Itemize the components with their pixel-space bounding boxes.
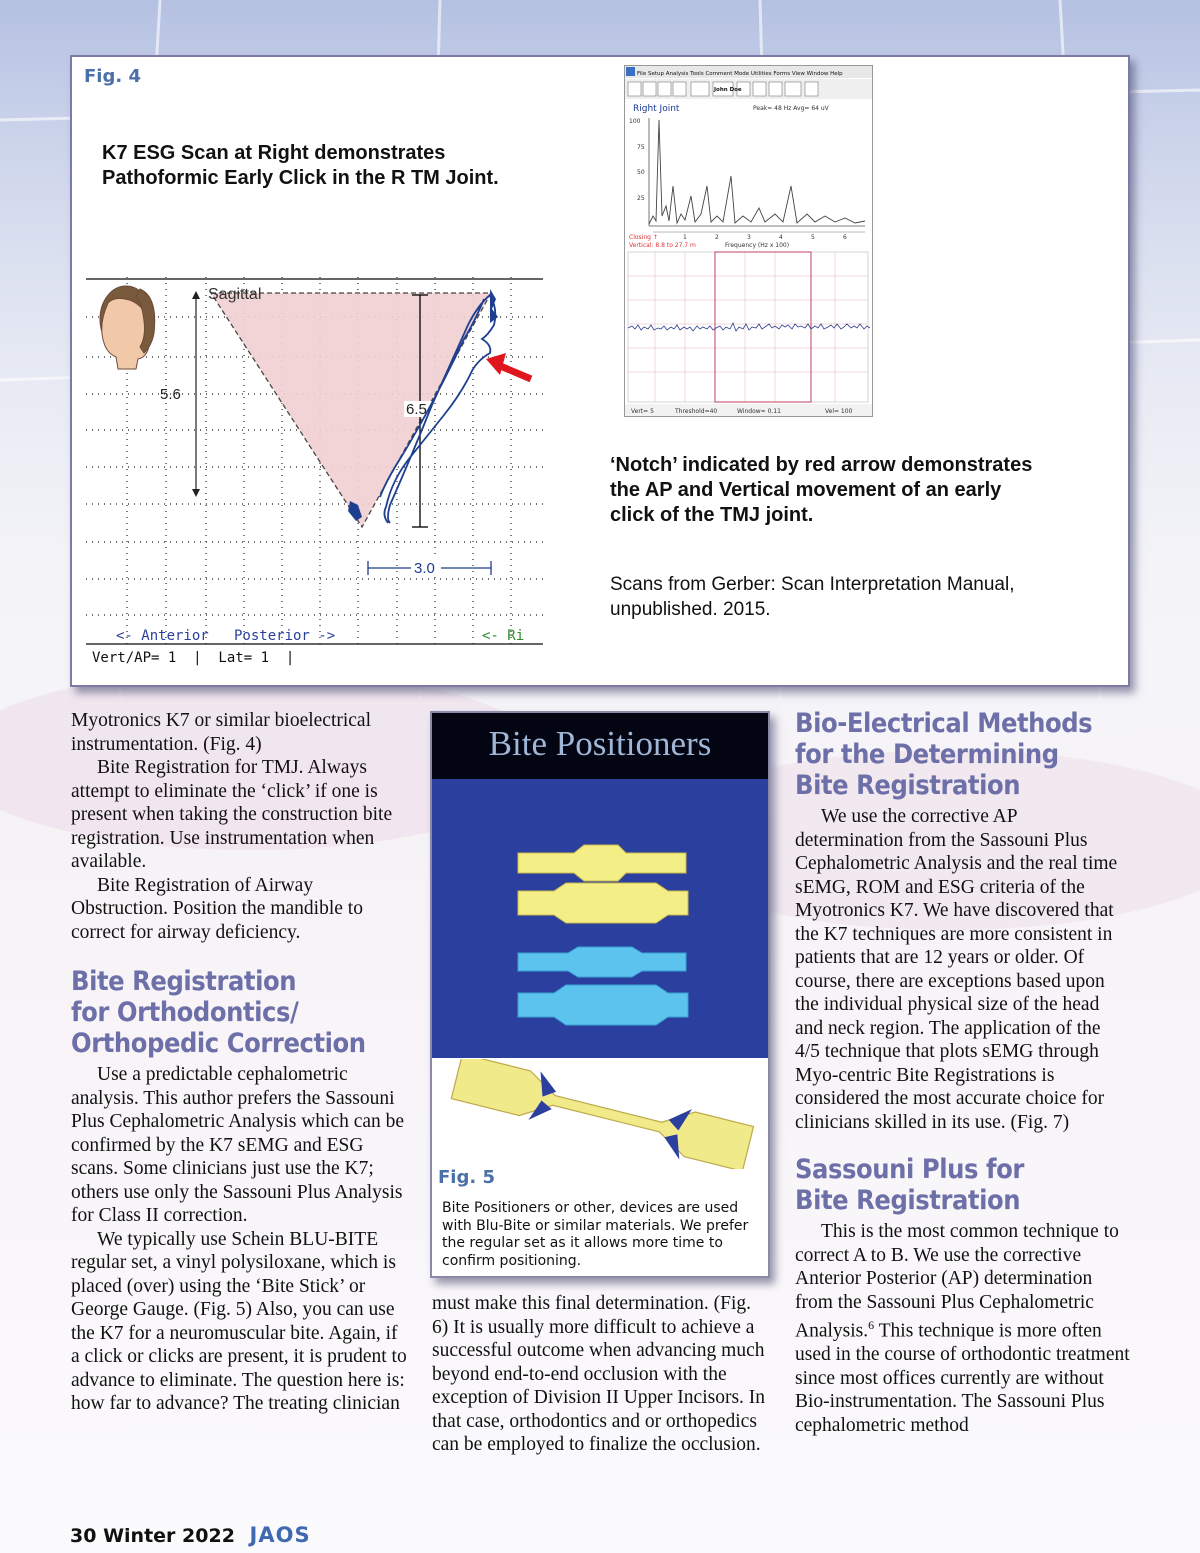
y-tick-25: 25 bbox=[637, 195, 645, 202]
status-threshold: Threshold=40 bbox=[675, 408, 718, 415]
figure-4-label: Fig. 4 bbox=[84, 66, 141, 87]
issue-label: Winter 2022 bbox=[103, 1525, 235, 1547]
axis-label-anterior-posterior: <- Anterior Posterior -> bbox=[116, 628, 336, 644]
bite-positioners-photo bbox=[432, 713, 768, 1058]
x-tick-4: 4 bbox=[779, 234, 783, 241]
section-heading-sassouni: Sassouni Plus for Bite Registration bbox=[795, 1154, 1024, 1216]
x-tick-5: 5 bbox=[811, 234, 815, 241]
section-heading-orthodontics: Bite Registration for Orthodontics/ Orthopedic Correction bbox=[71, 966, 366, 1059]
x-axis-label: Frequency (Hz x 100) bbox=[725, 242, 790, 249]
axis-label-right: <- Ri bbox=[482, 628, 525, 644]
paragraph: Bite Registration for TMJ. Always attempt to eliminate the ‘click’ if one is present when taking the construction bite registration. Use instrumentation when available. bbox=[71, 757, 393, 872]
reference-marker: 6 bbox=[868, 1318, 875, 1332]
status-vel: Vel= 100 bbox=[825, 408, 853, 415]
panel-title: Right Joint bbox=[633, 104, 680, 114]
horizontal-measure-3-0: 3.0 bbox=[414, 560, 435, 577]
vertical-range: Vertical: 8.8 to 27.7 m bbox=[629, 242, 696, 249]
plot-status-bar: Vert/AP= 1 | Lat= 1 | bbox=[92, 650, 295, 666]
paragraph: Myotronics K7 or similar bioelectrical instrumentation. (Fig. 4) bbox=[71, 710, 372, 755]
column-1 bbox=[71, 709, 411, 1416]
paragraph: We use the corrective AP determination from the Sassouni Plus Cephalometric Analysis and the real time sEMG, ROM and ESG criteria of the Myotronics K7. We have discovered that the K7 techniques are more consistent in patients that are 12 years or older. Of course, there are exceptions based upon the individual physical size of the head and neck region. The application of the 4/5 technique that plots sEMG through Myo-centric Bite Registrations is considered the most accurate choice for clinicians skilled in its use. (Fig. 7) bbox=[795, 806, 1118, 1133]
y-tick-50: 50 bbox=[637, 169, 645, 176]
column-3 bbox=[795, 708, 1130, 1437]
y-tick-100: 100 bbox=[629, 118, 641, 125]
y-tick-75: 75 bbox=[637, 144, 645, 151]
menu-bar: File Setup Analysis Tools Comment Mode Utilities Forms View Window Help bbox=[637, 71, 843, 77]
sagittal-title: Sagittal bbox=[208, 286, 262, 303]
bite-positioner-closeup-photo bbox=[432, 1059, 768, 1169]
figure-4-heading: K7 ESG Scan at Right demonstrates Pathoformic Early Click in the R TM Joint. bbox=[102, 142, 499, 189]
toolbar-name: John Doe bbox=[714, 87, 742, 93]
frequency-spectrum-line bbox=[649, 120, 865, 224]
page-number: 30 bbox=[70, 1525, 97, 1547]
figure-5-label: Fig. 5 bbox=[438, 1167, 495, 1188]
x-tick-6: 6 bbox=[843, 234, 847, 241]
paragraph: Bite Registration of Airway Obstruction. Position the mandible to correct for airway deficiency. bbox=[71, 874, 363, 943]
journal-name: JAOS bbox=[249, 1523, 311, 1547]
figure-4 bbox=[70, 55, 1130, 687]
section-heading-bio-electrical: Bio-Electrical Methods for the Determining Bite Registration bbox=[795, 708, 1093, 801]
x-tick-3: 3 bbox=[747, 234, 751, 241]
vertical-measure-5-6: 5.6 bbox=[160, 386, 181, 403]
x-tick-1: 1 bbox=[683, 234, 687, 241]
column-2 bbox=[432, 1292, 768, 1457]
sagittal-plot bbox=[86, 277, 543, 667]
paragraph: Use a predictable cephalometric analysis. This author prefers the Sassouni Plus Cephalometric Analysis which can be confirmed by the K7 sEMG and ESG scans. Some clinicians just use the K7; others use only the Sassouni Plus Analysis for Class II correction. bbox=[71, 1064, 405, 1226]
x-tick-2: 2 bbox=[715, 234, 719, 241]
paragraph: This is the most common technique to correct A to B. We use the corrective Anterior Posterior (AP) determination from the Sassouni Plus Cephalometric Analysis.$^6$ This technique is more often used in the course of orthodontic treatment since most offices currently are without Bio-instrumentation. The Sassouni Plus cephalometric method bbox=[795, 1221, 1130, 1436]
notch-caption: ‘Notch’ indicated by red arrow demonstrates the AP and Vertical movement of an early click of the TMJ joint. bbox=[610, 454, 1033, 526]
figure-5-caption: Bite Positioners or other, devices are used with Blu-Bite or similar materials. We prefer the regular set as it allows more time to confirm positioning. bbox=[442, 1200, 749, 1269]
closing-label: Closing ↑ bbox=[629, 234, 658, 241]
paragraph: We typically use Schein BLU-BITE regular set, a vinyl polysiloxane, which is placed (over) using the ‘Bite Stick’ or George Gauge. (Fig. 5) Also, you can use the K7 for a neuromuscular bite. Again, if a click or clicks are present, it is prudent to advance to eliminate. The question here is: how far to advance? The treating clinician bbox=[71, 1228, 407, 1414]
figure-5 bbox=[430, 711, 770, 1278]
source-caption: Scans from Gerber: Scan Interpretation Manual, unpublished. 2015. bbox=[610, 574, 1015, 620]
esg-scan-window bbox=[624, 65, 873, 417]
app-icon bbox=[626, 67, 635, 76]
status-window: Window= 0.11 bbox=[737, 408, 781, 415]
peak-readout: Peak= 48 Hz Avg= 64 uV bbox=[753, 105, 829, 112]
page-footer bbox=[70, 1523, 311, 1547]
status-vert: Vert= 5 bbox=[631, 408, 654, 415]
vertical-measure-6-5: 6.5 bbox=[406, 401, 427, 418]
paragraph: must make this final determination. (Fig. 6) It is usually more difficult to achieve a successful outcome when advancing much beyond end-to-end occlusion with the exception of Division II Upper Incisors. In that case, orthodontics and or orthopedics can be employed to finalize the occlusion. bbox=[432, 1293, 766, 1455]
photo-title: Bite Positioners bbox=[488, 724, 712, 763]
